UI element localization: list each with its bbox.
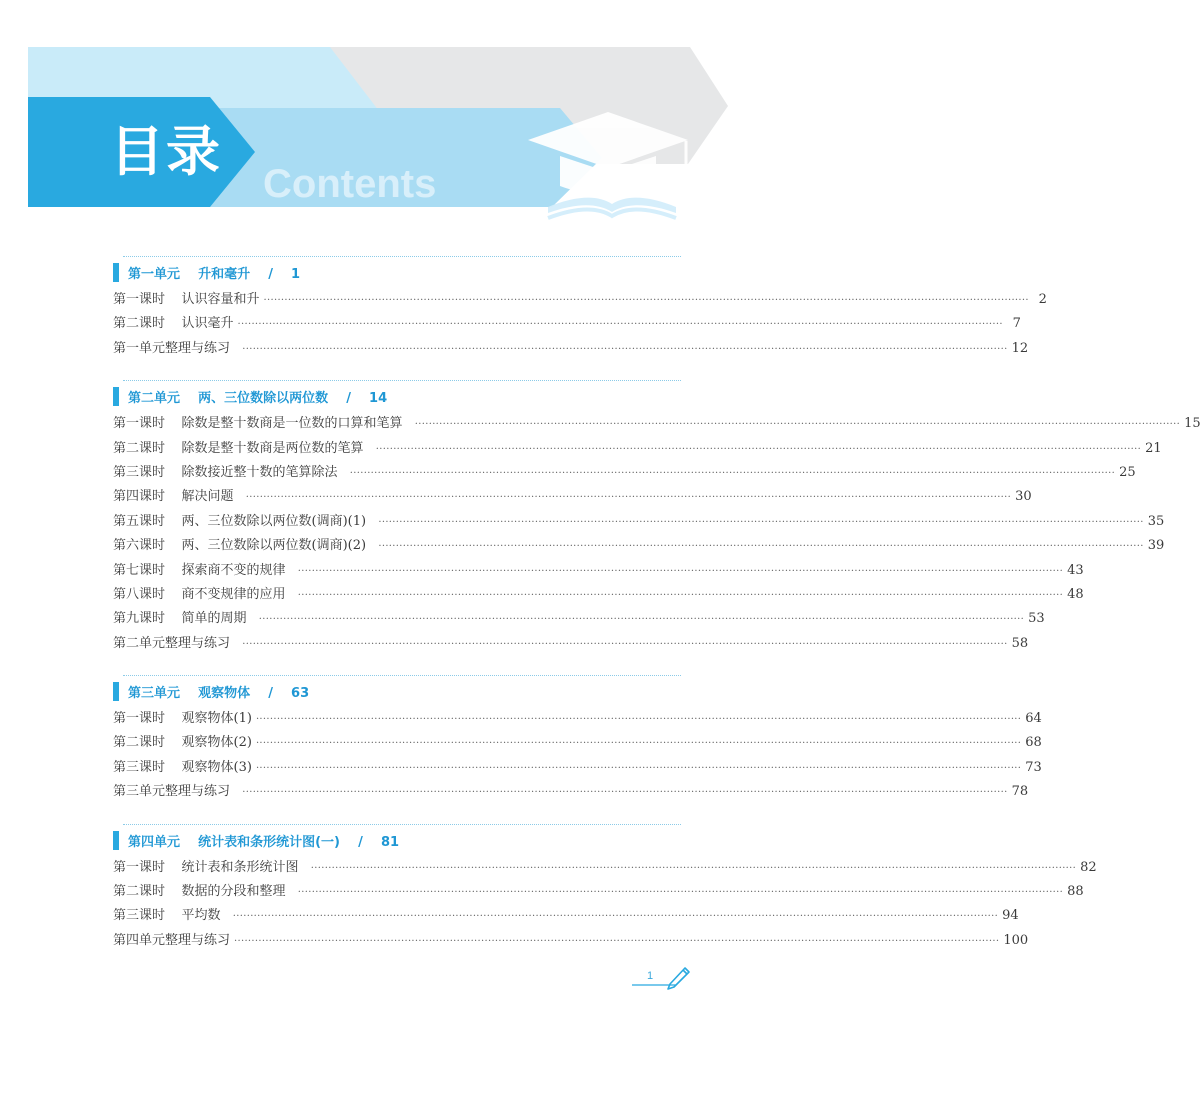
dot-leader: ···························································································································································································································· — [234, 935, 1000, 947]
page-number-badge — [630, 964, 696, 990]
entry-label: 第一课时 除数是整十数商是一位数的口算和笔算 — [113, 416, 411, 432]
dot-leader: ···························································································································································································································· — [242, 638, 1008, 650]
toc-entry[interactable] — [113, 756, 1042, 780]
dot-leader: ···························································································································································································································· — [263, 295, 1029, 306]
entry-label: 第一单元整理与练习 — [113, 340, 239, 356]
toc-entry[interactable] — [113, 559, 1084, 583]
toc-entry[interactable] — [113, 412, 1201, 436]
entry-label: 第八课时 商不变规律的应用 — [113, 586, 294, 602]
entry-page-number: 82 — [1080, 859, 1097, 875]
header-banner — [0, 0, 790, 240]
entry-label: 第二课时 数据的分段和整理 — [113, 884, 294, 900]
entry-page-number: 68 — [1025, 735, 1042, 751]
unit-title: 第二单元 两、三位数除以两位数 / 14 — [128, 391, 388, 407]
entry-label: 第一课时 统计表和条形统计图 — [113, 859, 307, 875]
toc-entry[interactable] — [113, 731, 1042, 755]
entry-page-number: 43 — [1067, 562, 1084, 578]
entry-label: 第七课时 探索商不变的规律 — [113, 562, 294, 578]
entry-page-number: 30 — [1015, 489, 1032, 505]
entry-label: 第一课时 观察物体(1) — [113, 711, 252, 727]
entry-page-number: 39 — [1147, 538, 1165, 554]
toc-entry[interactable] — [113, 929, 1029, 953]
entry-page-number: 64 — [1025, 711, 1042, 727]
toc-entry[interactable] — [113, 583, 1084, 607]
dot-leader: ···························································································································································································································· — [255, 714, 1022, 726]
toc-entry[interactable] — [113, 534, 1165, 558]
entry-label: 第二课时 除数是整十数商是两位数的笔算 — [113, 440, 372, 456]
unit-heading[interactable] — [113, 257, 681, 288]
entry-label: 第四单元整理与练习 — [113, 932, 231, 948]
entry-page-number: 12 — [1011, 340, 1029, 356]
entry-label: 第四课时 解决问题 — [113, 489, 242, 505]
page-subtitle: Contents — [263, 162, 437, 206]
unit-title: 第一单元 升和毫升 / 1 — [128, 267, 301, 282]
unit-heading[interactable] — [113, 825, 681, 856]
dot-leader: ···························································································································································································································· — [232, 911, 999, 923]
toc-entry[interactable] — [113, 485, 1032, 509]
toc-entry[interactable] — [113, 707, 1042, 731]
unit-heading[interactable] — [113, 676, 681, 707]
toc-entry[interactable] — [113, 632, 1029, 656]
dot-leader: ···························································································································································································································· — [242, 787, 1008, 799]
entry-label: 第六课时 两、三位数除以两位数(调商)(2) — [113, 538, 375, 554]
dot-leader: ···························································································································································································································· — [310, 862, 1077, 874]
unit-section — [113, 675, 1042, 805]
entry-page-number: 53 — [1028, 611, 1045, 627]
entry-page-number: 2 — [1038, 292, 1047, 307]
entry-label: 第三课时 观察物体(3) — [113, 759, 252, 775]
entry-page-number: 94 — [1002, 908, 1019, 924]
toc-entry[interactable] — [113, 880, 1084, 904]
entry-label: 第五课时 两、三位数除以两位数(调商)(1) — [113, 513, 375, 529]
pencil-icon — [630, 964, 696, 990]
toc-entry[interactable] — [113, 856, 1097, 880]
unit-title: 第三单元 观察物体 / 63 — [128, 686, 310, 702]
unit-title: 第四单元 统计表和条形统计图(一) / 81 — [128, 834, 400, 850]
dot-leader: ···························································································································································································································· — [237, 319, 1003, 331]
entry-page-number: 15 — [1184, 416, 1201, 432]
entry-page-number: 58 — [1011, 635, 1029, 651]
dot-leader: ···························································································································································································································· — [414, 419, 1181, 431]
entry-page-number: 48 — [1067, 586, 1084, 602]
unit-marker — [113, 263, 119, 282]
page-title: 目录 — [110, 120, 222, 183]
entry-label: 第二单元整理与练习 — [113, 635, 239, 651]
entry-page-number: 21 — [1145, 440, 1162, 456]
dot-leader: ···························································································································································································································· — [242, 343, 1008, 355]
dot-leader: ···························································································································································································································· — [349, 467, 1116, 479]
unit-marker — [113, 682, 119, 701]
entry-page-number: 100 — [1003, 932, 1029, 948]
dot-leader: ···························································································································································································································· — [255, 738, 1022, 750]
dot-leader: ···························································································································································································································· — [258, 614, 1025, 626]
entry-label: 第三课时 除数接近整十数的笔算除法 — [113, 464, 346, 480]
entry-label: 第二课时 观察物体(2) — [113, 735, 252, 751]
entry-page-number: 25 — [1119, 464, 1136, 480]
unit-marker — [113, 831, 119, 850]
entry-page-number: 88 — [1067, 884, 1084, 900]
entry-label: 第二课时 认识毫升 — [113, 316, 234, 332]
dot-leader: ···························································································································································································································· — [245, 492, 1012, 504]
toc-entry[interactable] — [113, 607, 1045, 631]
entry-label: 第三课时 平均数 — [113, 908, 229, 924]
toc-entry[interactable] — [113, 288, 1047, 312]
unit-section — [113, 824, 1097, 954]
entry-label: 第一课时 认识容量和升 — [113, 292, 260, 307]
dot-leader: ···························································································································································································································· — [378, 516, 1144, 528]
table-of-contents — [113, 256, 1201, 972]
toc-entry[interactable] — [113, 437, 1162, 461]
entry-page-number: 7 — [1012, 316, 1021, 332]
entry-label: 第九课时 简单的周期 — [113, 611, 255, 627]
unit-heading[interactable] — [113, 381, 681, 412]
unit-section — [113, 256, 1047, 361]
dot-leader: ···························································································································································································································· — [255, 762, 1022, 774]
entry-page-number: 35 — [1147, 513, 1165, 529]
dot-leader: ···························································································································································································································· — [297, 565, 1064, 577]
entry-page-number: 73 — [1025, 759, 1042, 775]
toc-entry[interactable] — [113, 780, 1029, 804]
unit-section — [113, 380, 1201, 656]
unit-marker — [113, 387, 119, 406]
entry-label: 第三单元整理与练习 — [113, 784, 239, 800]
dot-leader: ···························································································································································································································· — [375, 443, 1142, 455]
toc-entry[interactable] — [113, 337, 1029, 361]
dot-leader: ···························································································································································································································· — [297, 589, 1064, 601]
toc-entry[interactable] — [113, 312, 1021, 336]
dot-leader: ···························································································································································································································· — [378, 541, 1144, 553]
toc-entry[interactable] — [113, 461, 1136, 485]
toc-entry[interactable] — [113, 510, 1165, 534]
dot-leader: ···························································································································································································································· — [297, 887, 1064, 899]
page-number: 1 — [647, 970, 654, 982]
entry-page-number: 78 — [1011, 784, 1029, 800]
toc-entry[interactable] — [113, 904, 1019, 928]
